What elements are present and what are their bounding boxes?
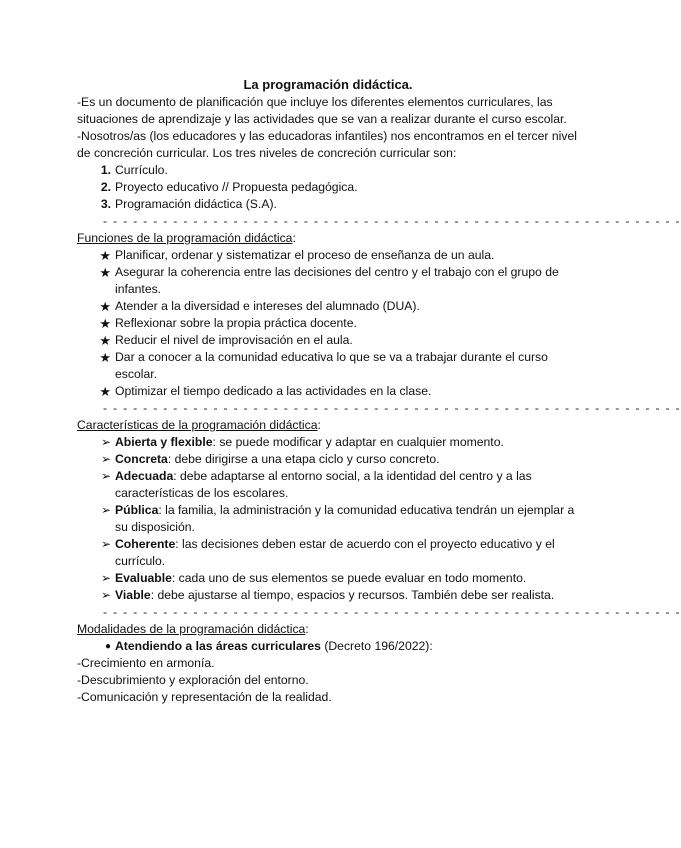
area-line: -Crecimiento en armonía. [77,656,215,670]
term: Atendiendo a las áreas curriculares [115,639,321,653]
term: Pública [115,503,159,517]
term: Abierta y flexible [115,435,213,449]
list-item-text: Reflexionar sobre la propia práctica docente. [115,316,357,330]
caracteristicas-list [77,434,579,604]
dot-bullet-icon: ● [104,641,111,652]
arrow-bullet-icon: ➢ [100,571,111,585]
list-item [77,451,579,468]
list-item [77,196,579,213]
star-bullet-icon: ★ [99,299,111,314]
term: Coherente [115,537,176,551]
term: Evaluable [115,571,172,585]
list-item-text: Programación didáctica (S.A). [115,197,277,211]
modalidades-list [77,638,579,655]
arrow-bullet-icon: ➢ [100,469,111,483]
term: Viable [115,588,151,602]
dashed-separator: - - - - - - - - - - - - - - - - - - - - - - - - - - - - - - - - - - - - - - - - - - - - - - - - - - - - - - - - - - [103,214,681,228]
list-item-text: Atender a la diversidad e intereses del alumnado (DUA). [115,299,420,313]
list-item-text: Asegurar la coherencia entre las decisiones del centro y el trabajo con el grupo de infantes. [115,265,559,296]
dashed-separator: - - - - - - - - - - - - - - - - - - - - - - - - - - - - - - - - - - - - - - - - - - - - - - - - - - - - - - - - - - [103,605,681,619]
star-bullet-icon: ★ [99,333,111,348]
term: Concreta [115,452,168,466]
definition: (Decreto 196/2022): [320,639,433,653]
list-item [77,247,579,264]
star-bullet-icon: ★ [99,384,111,399]
list-number: 1. [100,163,111,177]
star-bullet-icon: ★ [99,265,111,280]
definition: : debe adaptarse al entorno social, a la identidad del centro y a las características de los escolares. [115,469,532,500]
arrow-bullet-icon: ➢ [100,588,111,602]
list-item [77,570,579,587]
intro-paragraph-1: -Es un documento de planificación que incluye los diferentes elementos curriculares, las situaciones de aprendizaje y las actividades que se van a realizar durante el curso escolar. [77,95,567,126]
list-item [77,502,579,536]
list-item-text: Optimizar el tiempo dedicado a las actividades en la clase. [115,384,432,398]
list-item-text: Proyecto educativo // Propuesta pedagógica. [115,180,358,194]
definition: : debe dirigirse a una etapa ciclo y curso concreto. [167,452,440,466]
arrow-bullet-icon: ➢ [100,503,111,517]
section-heading-funciones: Funciones de la programación didáctica: [77,231,296,245]
list-item-text: Planificar, ordenar y sistematizar el proceso de enseñanza de un aula. [115,248,495,262]
list-item [77,383,579,400]
definition: : debe ajustarse al tiempo, espacios y recursos. También debe ser realista. [150,588,555,602]
list-item [77,264,579,298]
definition: : la familia, la administración y la comunidad educativa tendrán un ejemplar a su disposición. [115,503,575,534]
list-item [77,162,579,179]
star-bullet-icon: ★ [99,248,111,263]
list-item [77,349,579,383]
list-item-text: Reducir el nivel de improvisación en el aula. [115,333,353,347]
list-item-text: Currículo. [115,163,168,177]
list-item [77,587,579,604]
list-item [77,179,579,196]
area-line: -Comunicación y representación de la realidad. [77,690,332,704]
star-bullet-icon: ★ [99,350,111,365]
list-item [77,315,579,332]
section-heading-text: Características de la programación didáctica [77,418,318,432]
definition: : se puede modificar y adaptar en cualquier momento. [212,435,504,449]
arrow-bullet-icon: ➢ [100,537,111,551]
arrow-bullet-icon: ➢ [100,452,111,466]
section-heading-caracteristicas: Características de la programación didáctica: [77,418,321,432]
funciones-list [77,247,579,400]
area-line: -Descubrimiento y exploración del entorno. [77,673,309,687]
star-bullet-icon: ★ [99,316,111,331]
term: Adecuada [115,469,174,483]
list-number: 3. [100,197,111,211]
definition: : las decisiones deben estar de acuerdo con el proyecto educativo y el currículo. [115,537,555,568]
list-item-text: Dar a conocer a la comunidad educativa lo que se va a trabajar durante el curso escolar. [115,350,548,381]
list-item [77,468,579,502]
list-number: 2. [100,180,111,194]
list-item [77,332,579,349]
intro-paragraph-2: -Nosotros/as (los educadores y las educadoras infantiles) nos encontramos en el tercer nivel de concreción curricular. Los tres niveles de concreción curricular son: [77,129,577,160]
section-heading-text: Modalidades de la programación didáctica [77,622,306,636]
dashed-separator: - - - - - - - - - - - - - - - - - - - - - - - - - - - - - - - - - - - - - - - - - - - - - - - - - - - - - - - - - - [103,401,681,415]
list-item [77,434,579,451]
definition: : cada uno de sus elementos se puede evaluar en todo momento. [171,571,527,585]
document-title: La programación didáctica. [243,77,413,92]
list-item [77,638,579,655]
arrow-bullet-icon: ➢ [100,435,111,449]
concretion-levels-list [77,162,579,213]
list-item [77,536,579,570]
section-heading-modalidades: Modalidades de la programación didáctica: [77,622,309,636]
section-heading-text: Funciones de la programación didáctica [77,231,293,245]
list-item [77,298,579,315]
